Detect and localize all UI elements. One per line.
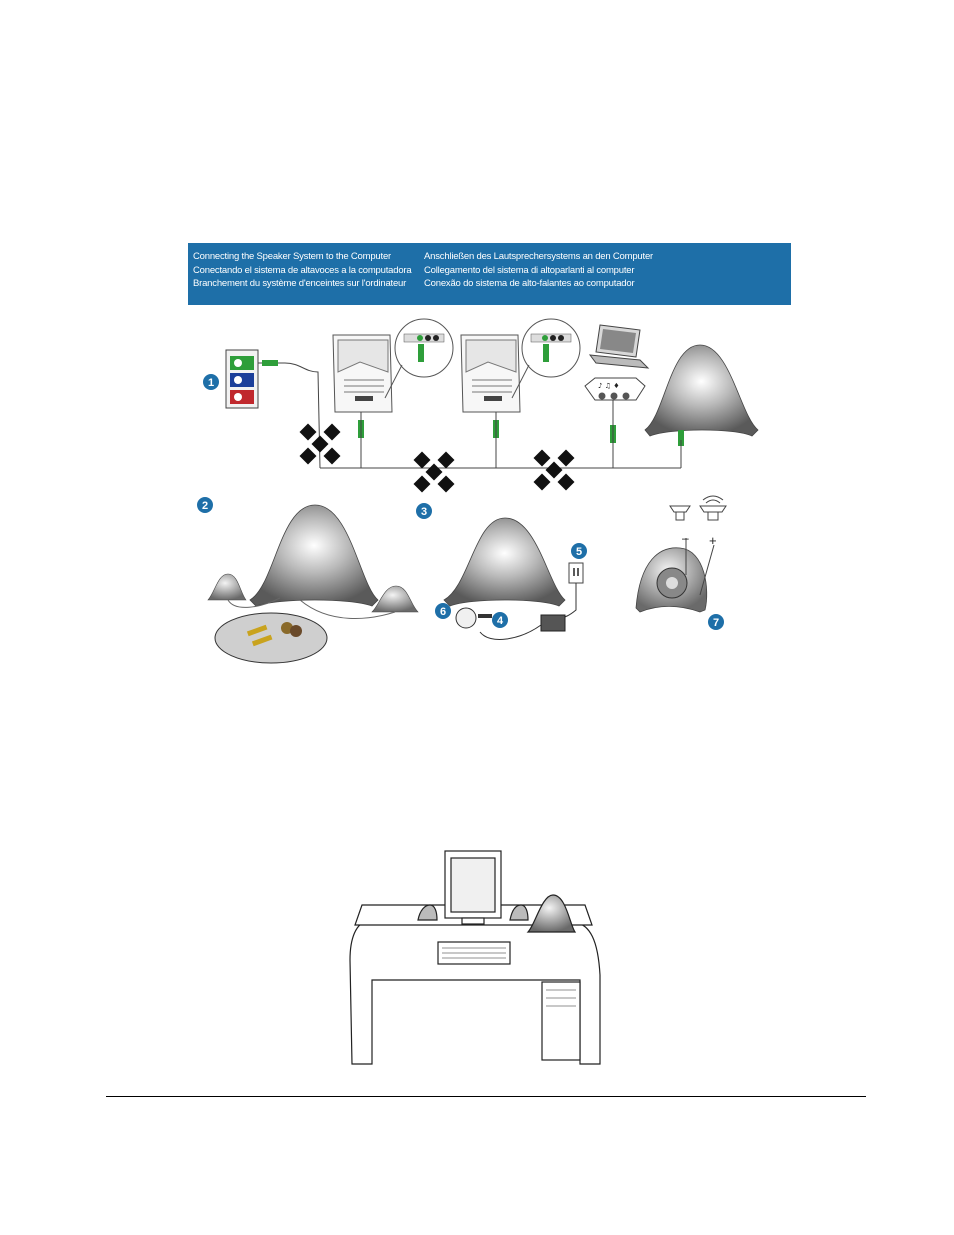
desk-scene [350,851,600,1064]
step-badge-1 [203,374,219,390]
svg-text:♪ ♫ ♦: ♪ ♫ ♦ [598,382,620,390]
connector-cluster-3 [534,450,575,491]
banner-title-de: Anschließen des Lautsprechersystems an den Computer [424,251,654,262]
step-badge-4 [492,612,508,628]
polarity-minus-label: – [682,531,689,545]
step3-power-setup [444,518,583,639]
svg-text:5: 5 [575,546,583,558]
step7-satellite-speaker [636,496,726,612]
desktop-tower-2 [461,319,580,468]
step-badge-3 [416,503,432,519]
svg-text:1: 1 [207,377,215,389]
page-divider [106,1096,866,1097]
banner-title-fr: Branchement du système d'enceintes sur l'ordinateur [193,278,407,289]
banner-title-it: Collegamento del sistema di altoparlanti al computer [424,264,635,276]
step2-speaker-setup [208,505,418,663]
step-badge-2 [197,497,213,513]
svg-text:7: 7 [712,617,720,629]
banner-title-en: Connecting the Speaker System to the Computer [193,251,392,262]
step-badge-6 [435,603,451,619]
desktop-tower-1 [333,319,453,468]
banner-title-es: Conectando el sistema de altavoces a la computadora [193,264,412,276]
subwoofer-dome [645,345,758,468]
connector-cluster-2 [414,452,455,493]
polarity-plus-label: + [709,533,717,548]
step-badge-7 [708,614,724,630]
step-badge-5 [571,543,587,559]
svg-text:6: 6 [439,606,447,618]
svg-text:3: 3 [420,506,428,518]
banner-title-pt: Conexão do sistema de alto-falantes ao computador [424,278,635,289]
laptop [590,325,648,368]
laptop-audio-jacks [585,378,645,468]
svg-text:4: 4 [496,615,504,627]
svg-text:2: 2 [201,500,209,512]
